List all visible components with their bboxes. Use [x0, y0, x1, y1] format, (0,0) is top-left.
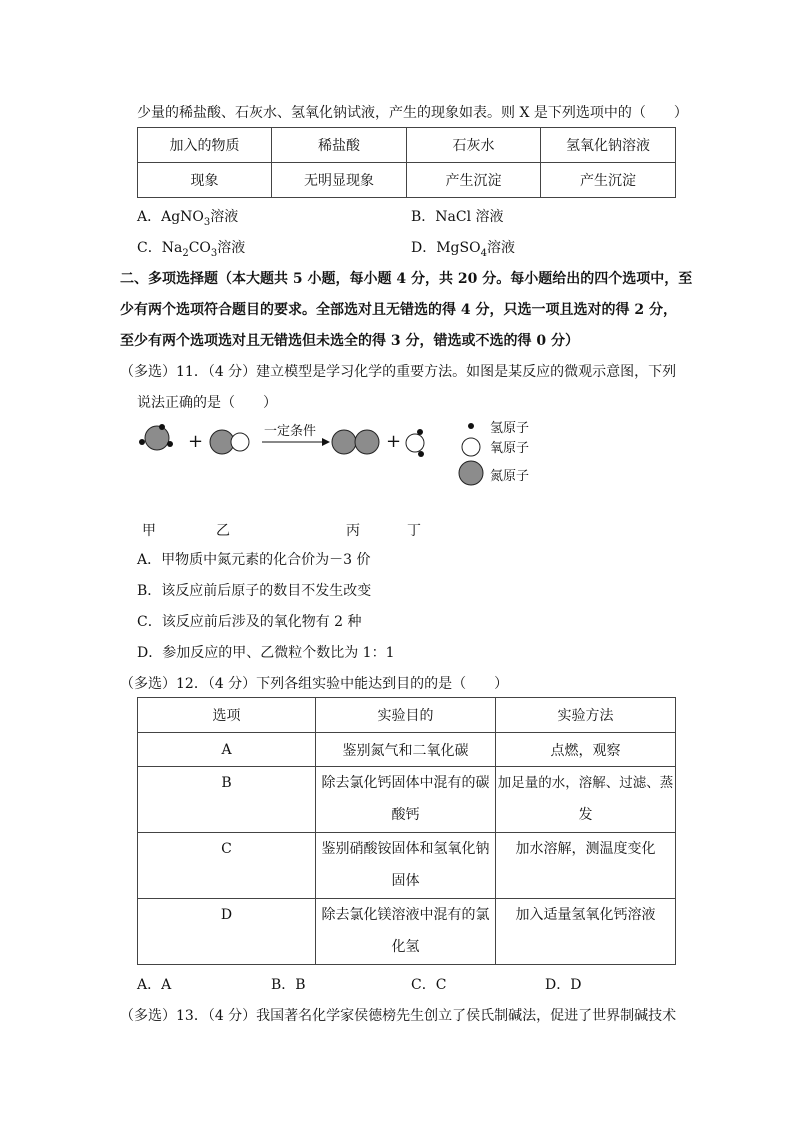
table-header-cell: 选项 — [138, 698, 316, 733]
option-text: D．MgSO — [411, 240, 481, 256]
q10-table — [137, 127, 676, 198]
q11-stem-line2: 说法正确的是（ ） — [137, 395, 277, 411]
table-row — [138, 833, 676, 899]
table-cell: B — [138, 767, 316, 833]
label-ding: 丁 — [407, 523, 421, 539]
q11-option-c[interactable]: C．该反应前后涉及的氧化物有 2 种 — [137, 614, 362, 630]
q12-option-c[interactable]: C．C — [411, 977, 447, 993]
section-heading-line2: 少有两个选项符合题目的要求。全部选对且无错选的得 4 分，只选一项且选对的得 2 分， — [120, 302, 677, 318]
q10-stem: 少量的稀盐酸、石灰水、氢氧化钠试液，产生的现象如表。则 X 是下列选项中的（ ） — [137, 105, 688, 121]
legend-n-label: 氮原子 — [490, 469, 530, 484]
legend — [459, 423, 483, 485]
q12-option-a[interactable]: A．A — [137, 977, 172, 993]
table-cell: 产生沉淀 — [541, 163, 676, 198]
q10-option-c[interactable] — [137, 237, 245, 259]
q12-option-b[interactable]: B．B — [271, 977, 306, 993]
subscript: 2 — [182, 247, 189, 259]
table-header-row — [138, 698, 676, 733]
table-cell — [496, 767, 676, 833]
table-cell: 石灰水 — [407, 128, 541, 163]
q10-option-d[interactable] — [411, 237, 515, 259]
table-cell: 加入的物质 — [138, 128, 272, 163]
table-header-cell: 实验方法 — [496, 698, 676, 733]
cell-line: 鉴别硝酸铵固体和氢氧化钠 — [321, 841, 490, 857]
arrow-icon — [262, 438, 330, 446]
label-jia: 甲 — [142, 523, 156, 539]
table-cell: 点燃，观察 — [496, 733, 676, 767]
q11-option-b[interactable]: B．该反应前后原子的数目不发生改变 — [137, 583, 372, 599]
section-heading-line3: 至少有两个选项选对且无错选但未选全的得 3 分，错选或不选的得 0 分） — [120, 333, 579, 349]
table-cell: C — [138, 833, 316, 899]
table-cell — [496, 899, 676, 965]
option-text: A．AgNO — [137, 209, 204, 225]
table-cell: 氢氧化钠溶液 — [541, 128, 676, 163]
label-yi: 乙 — [216, 523, 230, 539]
molecule-yi — [210, 430, 249, 454]
section-heading-line1: 二、多项选择题（本大题共 5 小题，每小题 4 分，共 20 分。每小题给出的四个选项中，至 — [120, 271, 693, 287]
table-cell: 稀盐酸 — [272, 128, 407, 163]
table-cell — [316, 833, 496, 899]
q11-stem-line1: （多选）11．（4 分）建立模型是学习化学的重要方法。如图是某反应的微观示意图，下列 — [120, 364, 677, 380]
q12-table — [137, 697, 676, 965]
table-cell: 现象 — [138, 163, 272, 198]
condition-label: 一定条件 — [264, 424, 317, 439]
option-text: 溶液 — [486, 240, 515, 256]
molecule-ding — [406, 429, 424, 457]
q11-option-a[interactable]: A．甲物质中氮元素的化合价为－3 价 — [137, 552, 371, 568]
table-row — [138, 733, 676, 767]
table-cell: D — [138, 899, 316, 965]
cell-line: 除去氯化镁溶液中混有的氯 — [321, 907, 490, 923]
table-row — [138, 163, 676, 198]
label-bing: 丙 — [346, 523, 360, 539]
table-header-cell: 实验目的 — [316, 698, 496, 733]
table-row — [138, 128, 676, 163]
q10-option-b[interactable]: B．NaCl 溶液 — [411, 209, 504, 225]
cell-line: 发 — [578, 807, 593, 823]
q12-option-d[interactable]: D．D — [545, 977, 582, 993]
cell-line: 加水溶解，测温度变化 — [515, 841, 656, 857]
option-text: 溶液 — [210, 209, 239, 225]
subscript: 3 — [203, 216, 211, 228]
legend-h-label: 氢原子 — [490, 421, 530, 436]
molecule-bing — [332, 430, 379, 454]
cell-line: 除去氯化钙固体中混有的碳 — [321, 775, 490, 791]
cell-line: 化氢 — [391, 939, 420, 955]
table-cell — [316, 899, 496, 965]
cell-line: 固体 — [391, 873, 420, 889]
legend-o-label: 氧原子 — [490, 441, 530, 456]
plus-sign: + — [386, 431, 402, 452]
table-cell: 鉴别氮气和二氧化碳 — [316, 733, 496, 767]
reaction-diagram — [130, 416, 550, 496]
q13-stem-line1: （多选）13．（4 分）我国著名化学家侯德榜先生创立了侯氏制碱法，促进了世界制碱技术 — [120, 1008, 677, 1024]
molecule-jia — [139, 424, 173, 450]
option-text: CO — [188, 240, 211, 256]
table-row — [138, 899, 676, 965]
option-text: C．Na — [137, 240, 183, 256]
cell-line: 加入适量氢氧化钙溶液 — [515, 907, 656, 923]
cell-line: 加足量的水，溶解、过滤、蒸 — [497, 775, 674, 791]
table-cell: 无明显现象 — [272, 163, 407, 198]
table-cell: 产生沉淀 — [407, 163, 541, 198]
cell-line: 酸钙 — [391, 807, 420, 823]
table-row — [138, 767, 676, 833]
table-cell — [496, 833, 676, 899]
q11-option-d[interactable]: D．参加反应的甲、乙微粒个数比为 1：1 — [137, 645, 395, 661]
table-cell: A — [138, 733, 316, 767]
q12-stem: （多选）12．（4 分）下列各组实验中能达到目的的是（ ） — [120, 676, 509, 692]
subscript: 4 — [480, 247, 487, 259]
subscript: 3 — [210, 247, 218, 259]
table-cell — [316, 767, 496, 833]
option-text: 溶液 — [217, 240, 246, 256]
plus-sign: + — [188, 431, 204, 452]
q10-option-a[interactable] — [137, 206, 238, 228]
